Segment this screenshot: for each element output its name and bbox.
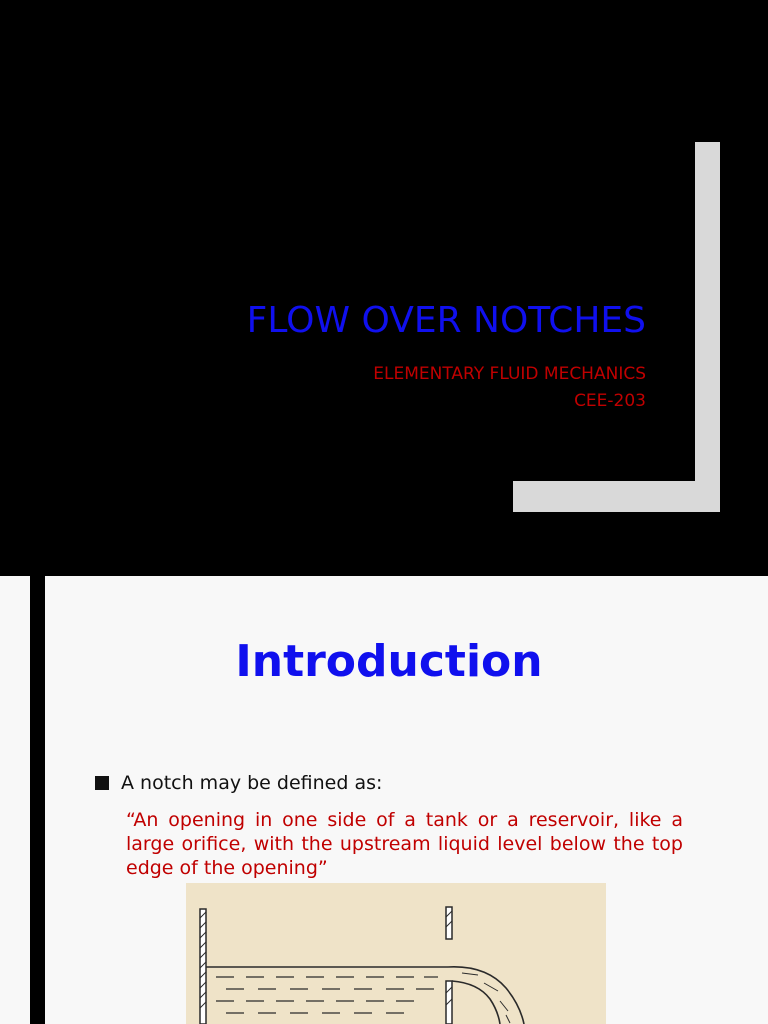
- tank-notch-illustration-icon: [186, 883, 606, 1024]
- introduction-slide: [0, 576, 768, 1024]
- bullet-item: [95, 772, 382, 794]
- bullet-text: A notch may be defined as:: [121, 772, 383, 794]
- slide-title: FLOW OVER NOTCHES: [246, 300, 646, 341]
- bracket-vertical-bar: [695, 142, 720, 512]
- slide-subtitle: [373, 361, 646, 415]
- bracket-horizontal-bar: [513, 481, 720, 512]
- subtitle-course: ELEMENTARY FLUID MECHANICS: [373, 364, 646, 384]
- square-bullet-icon: [95, 776, 109, 790]
- subtitle-code: CEE-203: [574, 391, 646, 411]
- section-title: Introduction: [235, 636, 543, 687]
- definition-quote: “An opening in one side of a tank or a reservoir, like a large orifice, with the upstream liquid level below the top edge of the opening”: [126, 809, 683, 879]
